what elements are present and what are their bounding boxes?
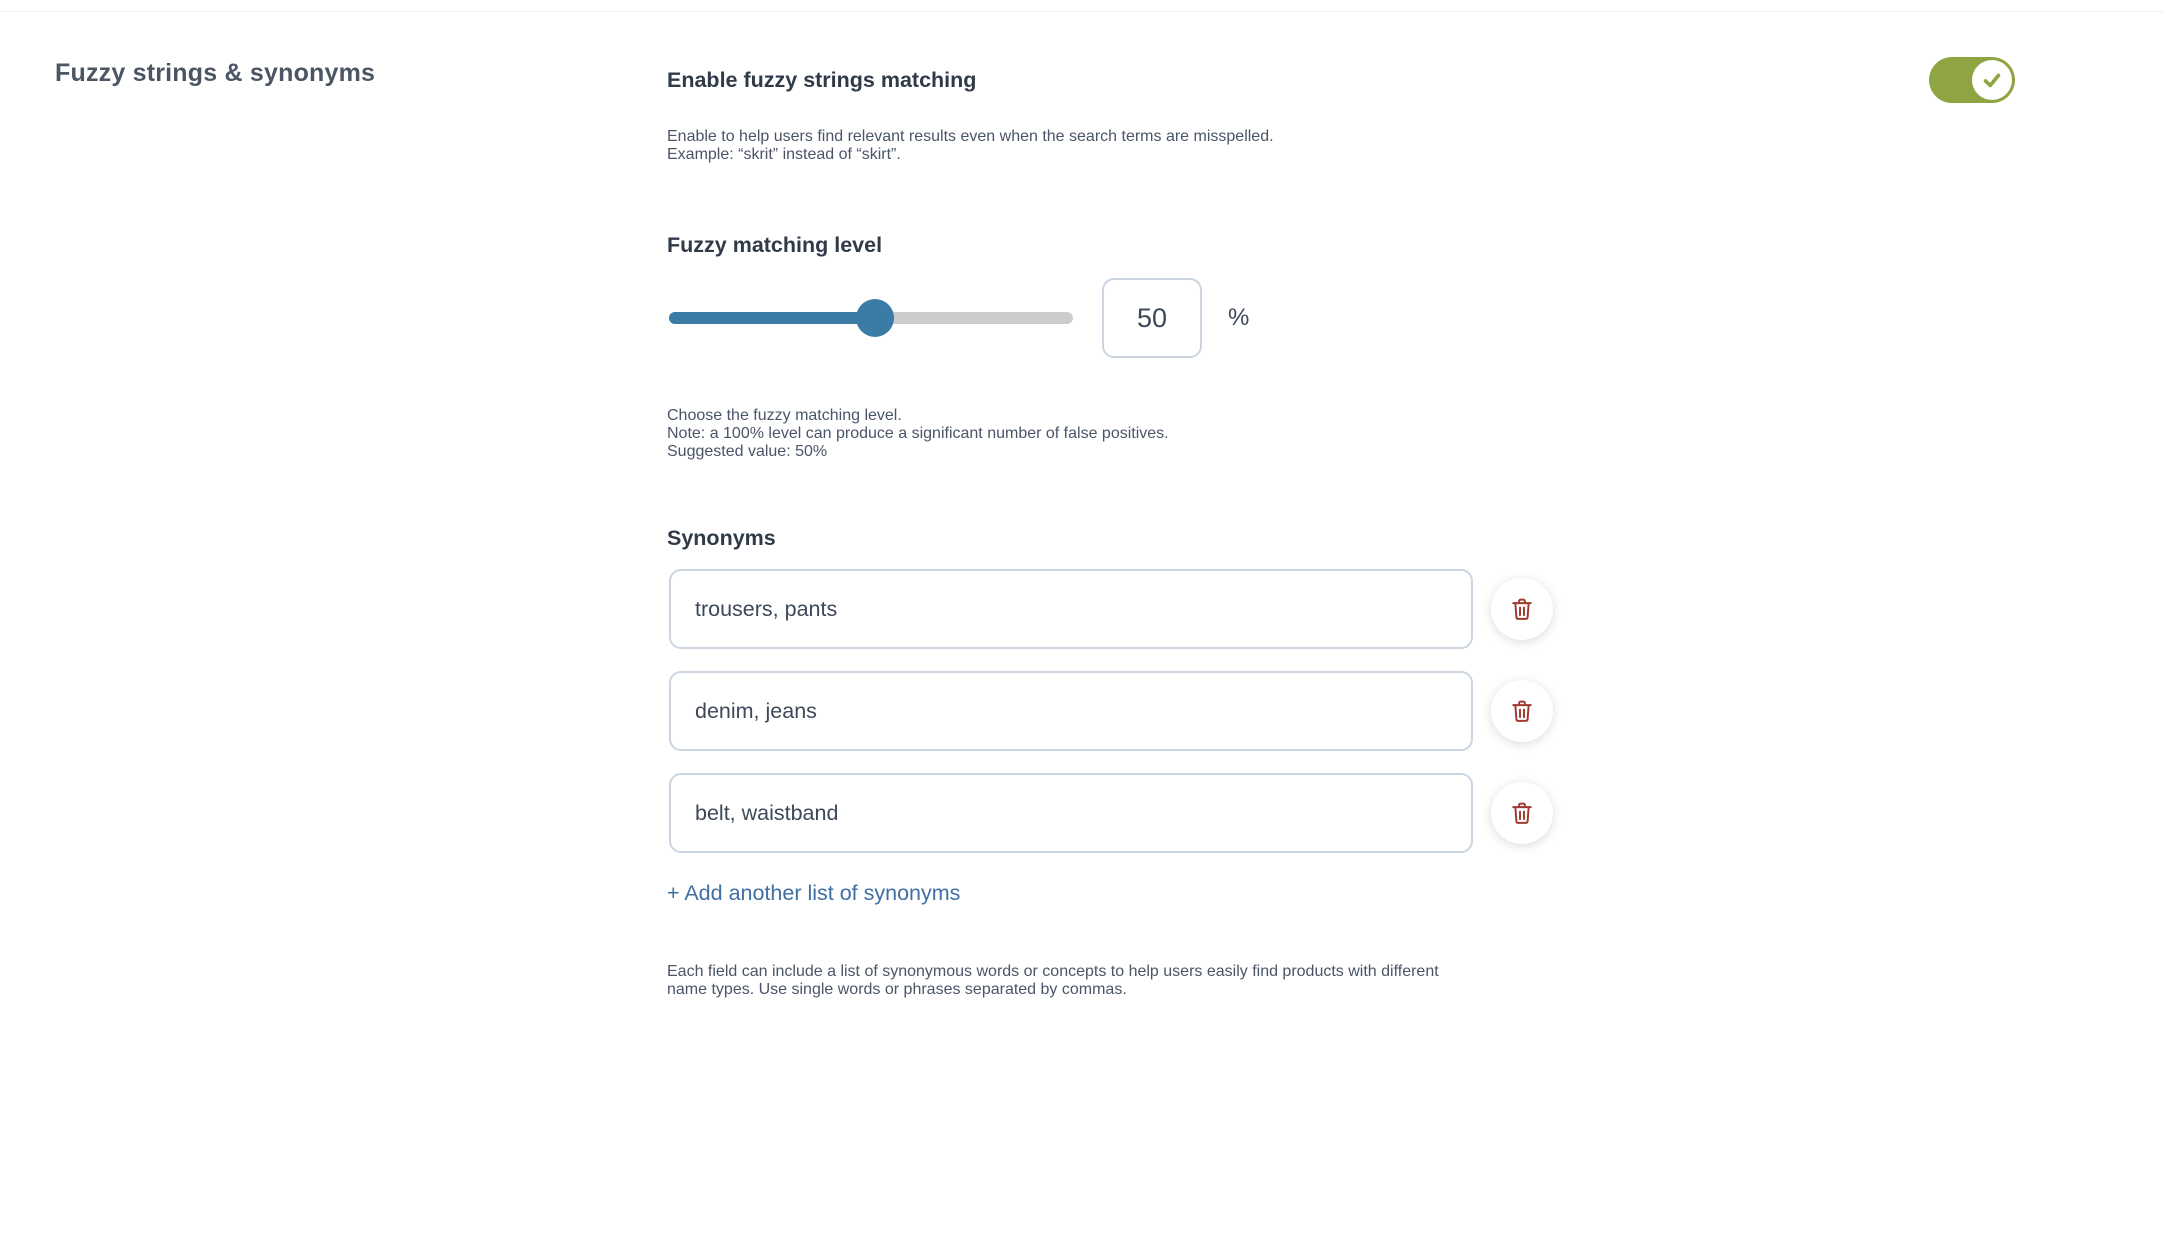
section-content-column	[667, 56, 2015, 1015]
synonym-row	[667, 671, 2015, 751]
add-synonyms-link[interactable]: + Add another list of synonyms	[667, 881, 961, 905]
fuzzy-level-help-line2: Note: a 100% level can produce a significant number of false positives.	[667, 425, 1169, 442]
synonym-input[interactable]	[669, 569, 1473, 649]
fuzzy-enable-description-line1: Enable to help users find relevant results even when the search terms are misspelled.	[667, 128, 1274, 145]
toggle-knob	[1972, 60, 2012, 100]
fuzzy-level-label: Fuzzy matching level	[667, 233, 883, 257]
section-title: Fuzzy strings & synonyms	[55, 59, 376, 87]
fuzzy-level-slider[interactable]	[669, 298, 1073, 338]
section-top-divider	[0, 11, 2164, 12]
check-icon	[1981, 69, 2003, 91]
slider-fill	[669, 312, 875, 324]
synonyms-description-line1: Each field can include a list of synonymous words or concepts to help users easily find products with different	[667, 963, 1439, 980]
fuzzy-level-help-line3: Suggested value: 50%	[667, 443, 828, 460]
fuzzy-level-help-line1: Choose the fuzzy matching level.	[667, 407, 902, 424]
fuzzy-enable-toggle[interactable]	[1929, 57, 2015, 103]
delete-synonym-button[interactable]	[1491, 782, 1553, 844]
fuzzy-enable-row	[667, 56, 2015, 104]
fuzzy-enable-description-line2: Example: “skrit” instead of “skirt”.	[667, 146, 901, 163]
percent-label: %	[1228, 304, 1250, 331]
synonyms-description-line2: name types. Use single words or phrases separated by commas.	[667, 981, 1127, 998]
synonym-row	[667, 569, 2015, 649]
synonym-input[interactable]	[669, 773, 1473, 853]
synonym-row	[667, 773, 2015, 853]
trash-icon	[1508, 697, 1536, 725]
fuzzy-level-row	[667, 278, 2015, 358]
fuzzy-enable-label: Enable fuzzy strings matching	[667, 67, 977, 92]
fuzzy-level-input[interactable]	[1102, 278, 1202, 358]
trash-icon	[1508, 595, 1536, 623]
section-label-column	[0, 56, 667, 1015]
synonyms-label: Synonyms	[667, 526, 776, 550]
synonym-input[interactable]	[669, 671, 1473, 751]
trash-icon	[1508, 799, 1536, 827]
delete-synonym-button[interactable]	[1491, 578, 1553, 640]
delete-synonym-button[interactable]	[1491, 680, 1553, 742]
slider-thumb[interactable]	[856, 299, 894, 337]
